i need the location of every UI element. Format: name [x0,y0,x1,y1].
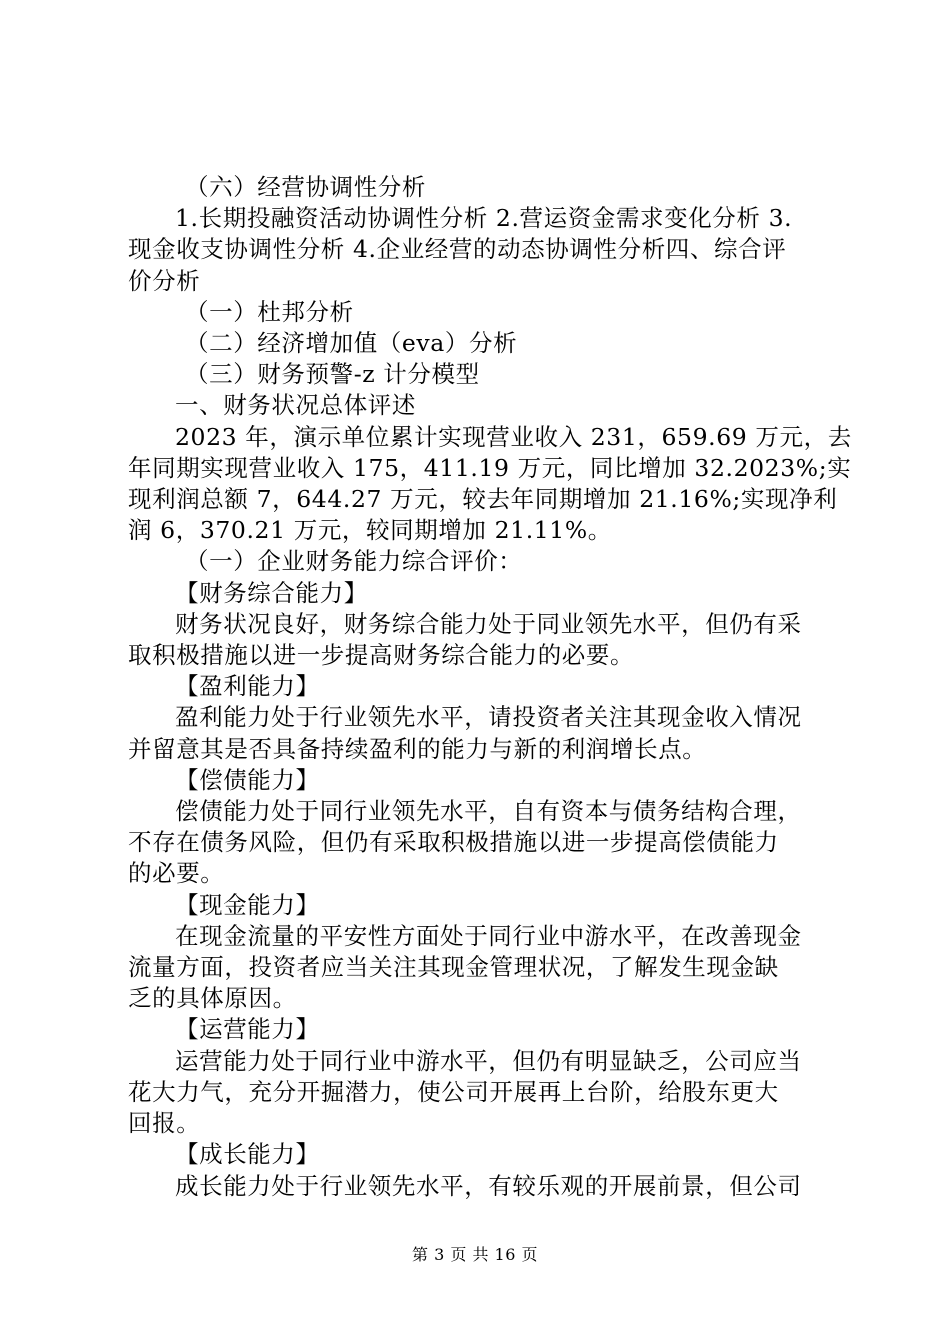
section-heading-overview: 一、财务状况总体评述 [175,391,416,420]
paragraph-line: 1.长期投融资活动协调性分析 2.营运资金需求变化分析 3. [175,204,793,233]
paragraph-line: 现利润总额 7，644.27 万元，较去年同期增加 21.16%;实现净利 [128,485,838,514]
bracket-heading-overall: 【财务综合能力】 [175,578,368,607]
bracket-heading-operations: 【运营能力】 [175,1015,320,1044]
paragraph-line: 成长能力处于行业领先水平，有较乐观的开展前景，但公司 [175,1171,802,1200]
bracket-heading-solvency: 【偿债能力】 [175,765,320,794]
paragraph-line: 润 6，370.21 万元，较同期增加 21.11%。 [128,516,612,545]
bracket-heading-cash: 【现金能力】 [175,890,320,919]
subsection-heading-eva: （二）经济增加值（eva）分析 [185,329,518,358]
page-footer: 第 3 页 共 16 页 [412,1245,538,1264]
paragraph-line: 不存在债务风险，但仍有采取积极措施以进一步提高偿债能力 [128,828,779,857]
paragraph-line: 年同期实现营业收入 175，411.19 万元，同比增加 32.2023%;实 [128,453,852,482]
section-heading-six: （六）经营协调性分析 [185,173,426,201]
paragraph-line: 的必要。 [128,859,225,888]
bracket-heading-growth: 【成长能力】 [175,1140,320,1169]
paragraph-line: 在现金流量的平安性方面处于同行业中游水平，在改善现金 [175,921,802,950]
paragraph-line: 现金收支协调性分析 4.企业经营的动态协调性分析四、综合评 [128,235,787,264]
bracket-heading-profitability: 【盈利能力】 [175,672,320,701]
subsection-heading-z-score: （三）财务预警-z 计分模型 [185,360,480,389]
paragraph-line: 回报。 [128,1109,201,1138]
paragraph-line: 流量方面，投资者应当关注其现金管理状况，了解发生现金缺 [128,953,779,982]
paragraph-line: 盈利能力处于行业领先水平，请投资者关注其现金收入情况 [175,703,802,732]
document-body [128,172,852,1202]
paragraph-line: 财务状况良好，财务综合能力处于同业领先水平，但仍有采 [175,609,802,638]
subsection-heading-dupont: （一）杜邦分析 [185,297,354,326]
paragraph-line: 乏的具体原因。 [128,984,297,1013]
paragraph-line: 取积极措施以进一步提高财务综合能力的必要。 [128,641,635,670]
paragraph-line: 运营能力处于同行业中游水平，但仍有明显缺乏，公司应当 [175,1046,802,1075]
paragraph-line: 2023 年，演示单位累计实现营业收入 231，659.69 万元，去 [175,422,852,451]
paragraph-line: 偿债能力处于同行业领先水平，自有资本与债务结构合理， [175,797,802,826]
paragraph-line: 花大力气，充分开掘潜力，使公司开展再上台阶，给股东更大 [128,1077,779,1106]
paragraph-line: 价分析 [128,266,201,295]
subsection-heading-evaluation: （一）企业财务能力综合评价： [185,547,523,576]
paragraph-line: 并留意其是否具备持续盈利的能力与新的利润增长点。 [128,734,707,763]
